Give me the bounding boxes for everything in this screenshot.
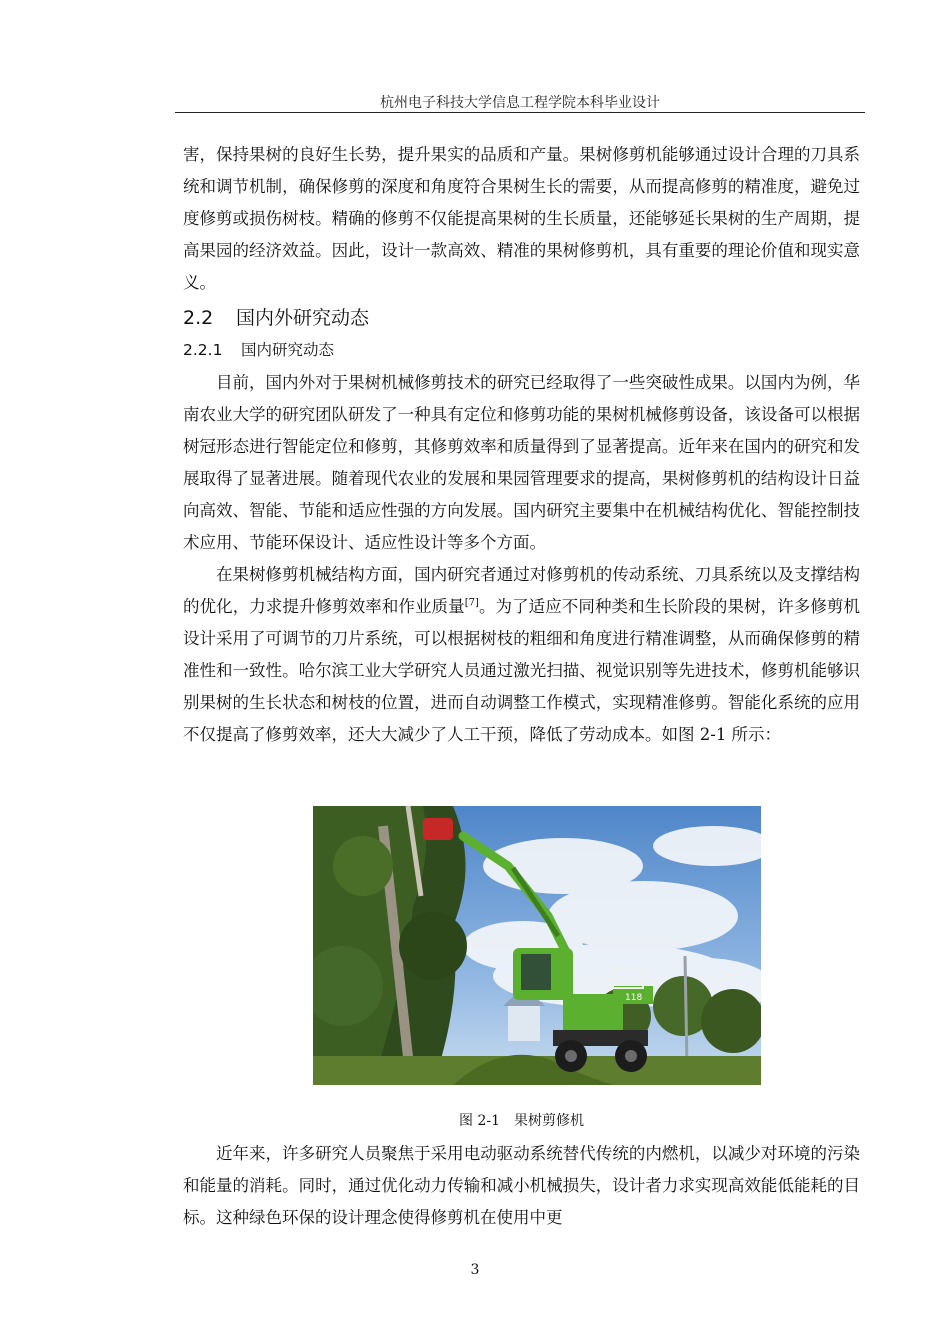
cutter-head bbox=[423, 818, 453, 840]
paragraph-text: 。为了适应不同种类和生长阶段的果树，许多修剪机设计采用了可调节的刀片系统，可以根据树枝的粗细和角度进行精准调整，从而确保修剪的精准性和一致性。哈尔滨工业大学研究人员通过激光扫描、视觉识别等先进技术，修剪机能够识别果树的生长状态和树枝的位置，进而自动调整工作模式，实现精准修剪。智能化系统的应用不仅提高了修剪效率，还大大减少了人工干预，降低了劳动成本。如图 2-1 所示： bbox=[183, 597, 861, 744]
section-heading bbox=[183, 301, 860, 335]
paragraph-text: 在果树修剪机械结构方面，国内研究者通过对修剪机的传动系统、刀具系统以及支撑结构的优化，力求提升修剪效率和作业质量 bbox=[183, 565, 860, 616]
header-rule bbox=[175, 112, 865, 113]
subsection-heading bbox=[183, 335, 860, 365]
page-number: 3 bbox=[470, 1262, 480, 1278]
house bbox=[508, 1001, 540, 1041]
subsection-number: 2.2.1 bbox=[183, 341, 223, 359]
big-tree bbox=[313, 806, 467, 1085]
citation-ref[interactable]: [7] bbox=[464, 597, 479, 609]
figure-tree-pruning-machine bbox=[313, 806, 761, 1085]
section-number: 2.2 bbox=[183, 307, 214, 329]
subsection-title: 国内研究动态 bbox=[241, 341, 335, 359]
paragraph-structure-research bbox=[183, 559, 860, 751]
figure-number: 图 2-1 bbox=[459, 1113, 500, 1129]
paragraph-domestic-research: 目前，国内外对于果树机械修剪技术的研究已经取得了一些突破性成果。以国内为例，华南农业大学的研究团队研发了一种具有定位和修剪功能的果树机械修剪设备，该设备可以根据树冠形态进行智能定位和修剪，其修剪效率和质量得到了显著提高。近年来在国内的研究和发展取得了显著进展。随着现代农业的发展和果园管理要求的提高，果树修剪机的结构设计日益向高效、智能、节能和适应性强的方向发展。国内研究主要集中在机械结构优化、智能控制技术应用、节能环保设计、适应性设计等多个方面。 bbox=[183, 373, 860, 552]
running-header: 杭州电子科技大学信息工程学院本科毕业设计 bbox=[380, 95, 660, 111]
pruning-machine-photo bbox=[313, 806, 761, 1085]
paragraph-continued: 害，保持果树的良好生长势，提升果实的品质和产量。果树修剪机能够通过设计合理的刀具系统和调节机制，确保修剪的深度和角度符合果树生长的需要，从而提高修剪的精准度，避免过度修剪或损伤树枝。精确的修剪不仅能提高果树的生长质量，还能够延长果树的生产周期，提高果园的经济效益。因此，设计一款高效、精准的果树修剪机，具有重要的理论价值和现实意义。 bbox=[183, 145, 860, 292]
figure-caption bbox=[183, 1110, 860, 1130]
machine-label: 118 bbox=[625, 993, 643, 1003]
figure-caption-text: 果树剪修机 bbox=[514, 1113, 584, 1129]
section-title: 国内外研究动态 bbox=[236, 307, 370, 329]
main-content bbox=[183, 139, 860, 751]
continued-content bbox=[183, 1138, 860, 1234]
paragraph-electric-drive: 近年来，许多研究人员聚焦于采用电动驱动系统替代传统的内燃机，以减少对环境的污染和能量的消耗。同时，通过优化动力传输和减小机械损失，设计者力求实现高效能低能耗的目标。这种绿色环保的设计理念使得修剪机在使用中更 bbox=[183, 1144, 860, 1227]
